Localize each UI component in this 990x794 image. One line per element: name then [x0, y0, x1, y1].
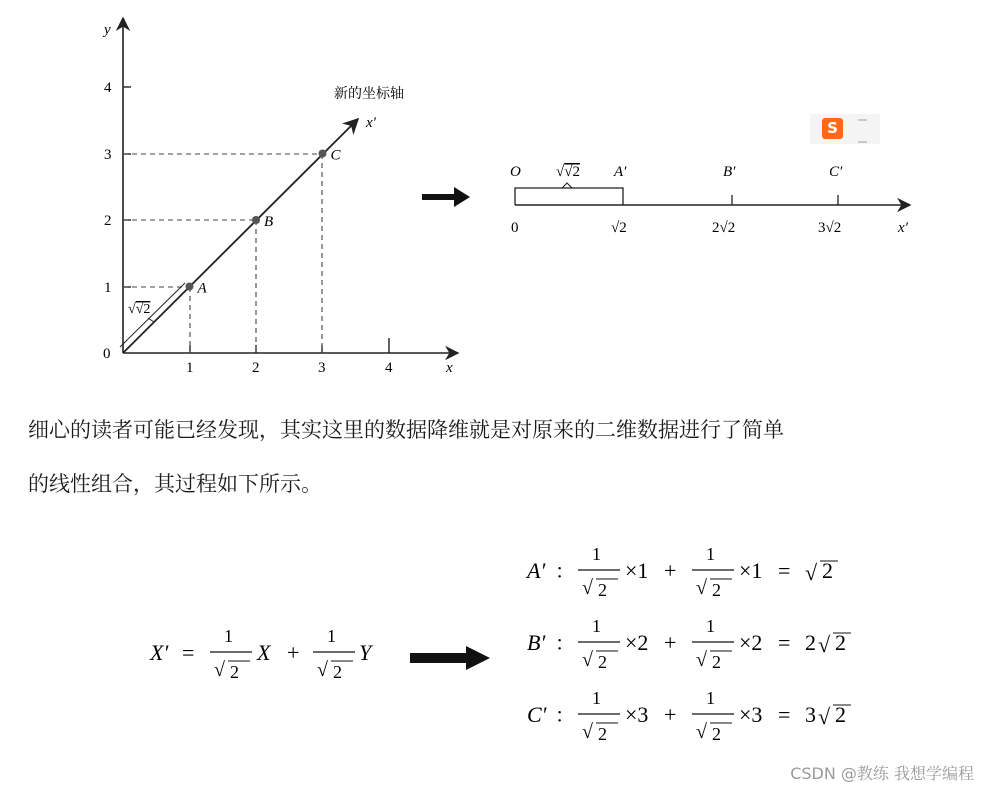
row-product: ×3 — [625, 702, 649, 727]
row-colon: ： — [555, 561, 575, 583]
new-axis-title: 新的坐标轴 — [334, 86, 404, 102]
row-label: A′ — [527, 558, 546, 583]
sqrt-sign: √ — [696, 649, 707, 671]
tick-label: 0 — [511, 220, 519, 236]
row-plus: + — [664, 702, 677, 727]
transform-arrow-top — [420, 184, 472, 210]
fraction-numerator: 1 — [706, 688, 715, 708]
svg-text:2: 2 — [333, 662, 342, 682]
row-result-coef: 3 — [805, 702, 816, 727]
row-result-radicand: 2 — [835, 630, 846, 655]
row-equals: = — [778, 558, 791, 583]
new-axis-label: x′ — [366, 115, 376, 131]
ime-menu-icon[interactable] — [858, 119, 867, 143]
tick-label: 2√2 — [712, 220, 736, 236]
number-line-axis-label: x′ — [898, 220, 908, 236]
sqrt-sign: √ — [818, 704, 831, 729]
coef-denominator: 2 — [230, 662, 239, 682]
row-product: ×3 — [739, 702, 763, 727]
sqrt-sign: √ — [805, 560, 818, 585]
x-tick-label: 1 — [186, 360, 194, 376]
sqrt2-interval-box — [515, 188, 623, 205]
fraction-numerator: 1 — [592, 616, 601, 636]
fraction-denominator: 2 — [712, 652, 721, 672]
fraction-numerator: 1 — [592, 688, 601, 708]
watermark: CSDN @教练 我想学编程 — [790, 764, 974, 783]
paragraph-line-1: 细心的读者可能已经发现，其实这里的数据降维就是对原来的二维数据进行了简单 — [28, 418, 784, 442]
sqrt-sign: √ — [696, 577, 707, 599]
sqrt-sign: √ — [582, 649, 593, 671]
point-label-O: O — [510, 164, 521, 180]
row-product: ×1 — [625, 558, 649, 583]
y-ticks — [123, 87, 131, 287]
tick-label: 3√2 — [818, 220, 842, 236]
y-tick-label: 2 — [104, 213, 112, 229]
input-method-icon[interactable]: S — [822, 118, 843, 139]
row-product: ×1 — [739, 558, 763, 583]
formula-var-y: Y — [359, 640, 372, 665]
fraction-denominator: 2 — [712, 724, 721, 744]
fraction-numerator: 1 — [592, 544, 601, 564]
row-result-coef: 2 — [805, 630, 816, 655]
x-tick-label: 2 — [252, 360, 260, 376]
projected-number-line — [500, 150, 920, 245]
x-axis-label: x — [446, 360, 453, 376]
formula-var-x: X — [257, 640, 271, 665]
segment-sqrt-label: √√2 — [128, 302, 151, 317]
brace-label: √√2 — [556, 164, 580, 180]
fraction-numerator: 1 — [706, 616, 715, 636]
svg-text:=: = — [182, 640, 195, 665]
row-label: B′ — [527, 630, 546, 655]
fraction-denominator: 2 — [598, 652, 607, 672]
sqrt-sign: √ — [818, 632, 831, 657]
y-axis-label: y — [104, 22, 111, 38]
row-result-radicand: 2 — [822, 558, 833, 583]
original-coordinate-plot — [0, 0, 470, 385]
interval-brace — [562, 183, 572, 188]
origin-label: 0 — [103, 346, 111, 362]
row-result-radicand: 2 — [835, 702, 846, 727]
row-label: C′ — [527, 702, 547, 727]
row-colon: ： — [555, 705, 575, 727]
x-tick-label: 4 — [385, 360, 393, 376]
point-C — [319, 150, 327, 158]
tick-label: √2 — [611, 220, 627, 236]
fraction-denominator: 2 — [712, 580, 721, 600]
sqrt-sign: √ — [582, 721, 593, 743]
row-equals: = — [778, 702, 791, 727]
row-colon: ： — [555, 633, 575, 655]
svg-text:√: √ — [317, 659, 328, 681]
svg-text:√: √ — [214, 659, 225, 681]
row-equals: = — [778, 630, 791, 655]
row-product: ×2 — [739, 630, 763, 655]
row-plus: + — [664, 558, 677, 583]
point-label-C: C′ — [829, 164, 843, 180]
paragraph-line-2: 的线性组合，其过程如下所示。 — [28, 472, 322, 496]
sqrt-sign: √ — [582, 577, 593, 599]
projection-formula — [149, 626, 374, 682]
row-plus: + — [664, 630, 677, 655]
fraction-numerator: 1 — [706, 544, 715, 564]
point-label-B: B — [264, 214, 274, 230]
row-product: ×2 — [625, 630, 649, 655]
fraction-denominator: 2 — [598, 724, 607, 744]
point-label-A: A′ — [614, 164, 627, 180]
x-tick-label: 3 — [318, 360, 326, 376]
transform-arrow-bottom — [410, 646, 490, 670]
sqrt-sign: √ — [696, 721, 707, 743]
formula-lhs: X′ — [150, 640, 169, 665]
y-tick-label: 1 — [104, 280, 112, 296]
segment-bracket — [148, 318, 154, 322]
fraction-denominator: 2 — [598, 580, 607, 600]
point-A — [186, 283, 194, 291]
y-tick-label: 4 — [104, 80, 112, 96]
y-tick-label: 3 — [104, 147, 112, 163]
formula-block — [0, 530, 990, 770]
ime-toolbar[interactable] — [810, 114, 880, 144]
point-label-B: B′ — [723, 164, 736, 180]
coef-numerator: 1 — [224, 626, 233, 646]
svg-text:1: 1 — [327, 626, 336, 646]
svg-text:+: + — [287, 640, 300, 665]
x-ticks — [190, 338, 389, 353]
point-label-A: A — [197, 280, 207, 297]
point-B — [252, 216, 260, 224]
point-label-C: C — [330, 147, 341, 164]
